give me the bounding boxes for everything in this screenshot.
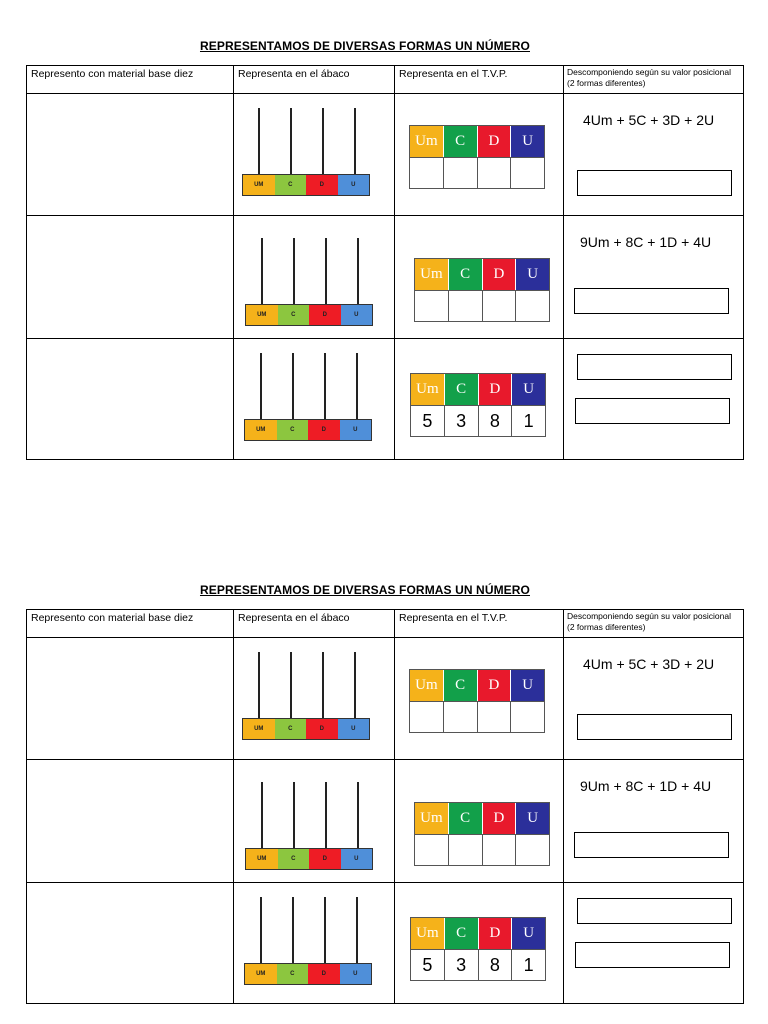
- tvp-header-um: Um: [410, 126, 444, 157]
- representation-table: [26, 65, 744, 460]
- abacus-label-um: UM: [246, 849, 278, 869]
- abacus-label-u: U: [338, 175, 370, 195]
- abacus: [245, 238, 375, 330]
- tvp-header-u: U: [511, 670, 544, 701]
- tvp-cell-u[interactable]: [511, 157, 544, 188]
- abacus-label-um: UM: [245, 964, 277, 984]
- abacus-label-c: C: [278, 849, 310, 869]
- tvp-cell-um[interactable]: [410, 701, 444, 732]
- abacus-label-d: D: [308, 964, 340, 984]
- decomposition-formula: 9Um + 8C + 1D + 4U: [580, 234, 712, 250]
- tvp-cell-c[interactable]: 3: [445, 405, 479, 436]
- abacus-label-c: C: [277, 964, 309, 984]
- tvp-cell-um[interactable]: 5: [411, 405, 445, 436]
- abacus-label-d: D: [306, 175, 338, 195]
- tvp-header-um: Um: [410, 670, 444, 701]
- tvp-header-c: C: [449, 259, 483, 290]
- answer-box[interactable]: [575, 398, 730, 424]
- abacus-label-c: C: [275, 719, 307, 739]
- tvp-header-u: U: [512, 374, 545, 405]
- abacus-base: [245, 848, 373, 870]
- header-decomposition: Descomponiendo según su valor posicional (2 formas diferentes): [567, 611, 731, 632]
- tvp-cell-d[interactable]: [483, 290, 517, 321]
- tvp-cell-u[interactable]: 1: [512, 949, 545, 980]
- answer-box[interactable]: [577, 170, 732, 196]
- tvp-cell-d[interactable]: 8: [479, 405, 513, 436]
- abacus: [244, 897, 374, 989]
- abacus-label-c: C: [277, 420, 309, 440]
- tvp-cell-um[interactable]: [415, 290, 449, 321]
- header-abacus: Representa en el ábaco: [238, 612, 350, 624]
- tvp-header-um: Um: [411, 374, 445, 405]
- abacus-base: [244, 963, 372, 985]
- answer-box[interactable]: [575, 942, 730, 968]
- tvp-cell-c[interactable]: 3: [445, 949, 479, 980]
- abacus-label-d: D: [309, 305, 341, 325]
- abacus: [242, 108, 372, 200]
- header-tvp: Representa en el T.V.P.: [399, 68, 508, 80]
- tvp-header-d: D: [479, 918, 513, 949]
- abacus-base: [245, 304, 373, 326]
- tvp-header-u: U: [516, 259, 549, 290]
- tvp-cell-d[interactable]: [483, 834, 517, 865]
- decomposition-formula: 4Um + 5C + 3D + 2U: [583, 656, 715, 672]
- tvp-header-u: U: [511, 126, 544, 157]
- worksheet-title: REPRESENTAMOS DE DIVERSAS FORMAS UN NÚMERO: [199, 583, 530, 597]
- header-tvp: Representa en el T.V.P.: [399, 612, 508, 624]
- abacus-label-u: U: [340, 420, 372, 440]
- abacus-label-um: UM: [245, 420, 277, 440]
- answer-box[interactable]: [577, 714, 732, 740]
- abacus: [242, 652, 372, 744]
- answer-box[interactable]: [577, 354, 732, 380]
- answer-box[interactable]: [577, 898, 732, 924]
- answer-box[interactable]: [574, 832, 729, 858]
- abacus-label-c: C: [275, 175, 307, 195]
- tvp-header-c: C: [444, 670, 478, 701]
- representation-table: [26, 609, 744, 1004]
- abacus-label-um: UM: [246, 305, 278, 325]
- abacus-label-u: U: [341, 849, 373, 869]
- tvp-header-u: U: [516, 803, 549, 834]
- abacus-label-d: D: [306, 719, 338, 739]
- tvp-header-c: C: [449, 803, 483, 834]
- answer-box[interactable]: [574, 288, 729, 314]
- tvp-cell-c[interactable]: [449, 290, 483, 321]
- abacus-label-um: UM: [243, 175, 275, 195]
- tvp-cell-c[interactable]: [444, 157, 478, 188]
- abacus-base: [242, 174, 370, 196]
- tvp-header-c: C: [445, 374, 479, 405]
- tvp-header-d: D: [483, 803, 517, 834]
- tvp-header-d: D: [478, 126, 512, 157]
- abacus-label-c: C: [278, 305, 310, 325]
- worksheet-2: [0, 544, 768, 1014]
- tvp-cell-um[interactable]: [410, 157, 444, 188]
- abacus-label-d: D: [308, 420, 340, 440]
- tvp-header-c: C: [445, 918, 479, 949]
- abacus-label-d: D: [309, 849, 341, 869]
- header-base-ten: Represento con material base diez: [31, 68, 194, 80]
- tvp-header-d: D: [478, 670, 512, 701]
- abacus: [245, 782, 375, 874]
- abacus-base: [244, 419, 372, 441]
- abacus: [244, 353, 374, 445]
- header-abacus: Representa en el ábaco: [238, 68, 350, 80]
- tvp-cell-u[interactable]: [516, 290, 549, 321]
- header-decomposition: Descomponiendo según su valor posicional (2 formas diferentes): [567, 67, 731, 88]
- tvp-table: [409, 125, 545, 189]
- worksheet-1: [0, 0, 768, 470]
- tvp-table: [414, 802, 550, 866]
- header-base-ten: Represento con material base diez: [31, 612, 194, 624]
- tvp-cell-c[interactable]: [449, 834, 483, 865]
- abacus-label-u: U: [338, 719, 370, 739]
- tvp-cell-um[interactable]: 5: [411, 949, 445, 980]
- tvp-table: [414, 258, 550, 322]
- abacus-base: [242, 718, 370, 740]
- tvp-cell-c[interactable]: [444, 701, 478, 732]
- decomposition-formula: 4Um + 5C + 3D + 2U: [583, 112, 715, 128]
- tvp-header-um: Um: [415, 803, 449, 834]
- tvp-cell-u[interactable]: [516, 834, 549, 865]
- tvp-cell-d[interactable]: [478, 157, 512, 188]
- tvp-header-u: U: [512, 918, 545, 949]
- decomposition-formula: 9Um + 8C + 1D + 4U: [580, 778, 712, 794]
- abacus-label-um: UM: [243, 719, 275, 739]
- tvp-table: [410, 373, 546, 437]
- abacus-label-u: U: [341, 305, 373, 325]
- tvp-table: [409, 669, 545, 733]
- worksheet-title: REPRESENTAMOS DE DIVERSAS FORMAS UN NÚMERO: [199, 39, 530, 53]
- tvp-cell-d[interactable]: 8: [479, 949, 513, 980]
- tvp-header-d: D: [479, 374, 513, 405]
- tvp-cell-u[interactable]: [511, 701, 544, 732]
- tvp-header-um: Um: [411, 918, 445, 949]
- abacus-label-u: U: [340, 964, 372, 984]
- tvp-header-c: C: [444, 126, 478, 157]
- tvp-header-d: D: [483, 259, 517, 290]
- tvp-table: [410, 917, 546, 981]
- tvp-cell-um[interactable]: [415, 834, 449, 865]
- tvp-header-um: Um: [415, 259, 449, 290]
- tvp-cell-u[interactable]: 1: [512, 405, 545, 436]
- tvp-cell-d[interactable]: [478, 701, 512, 732]
